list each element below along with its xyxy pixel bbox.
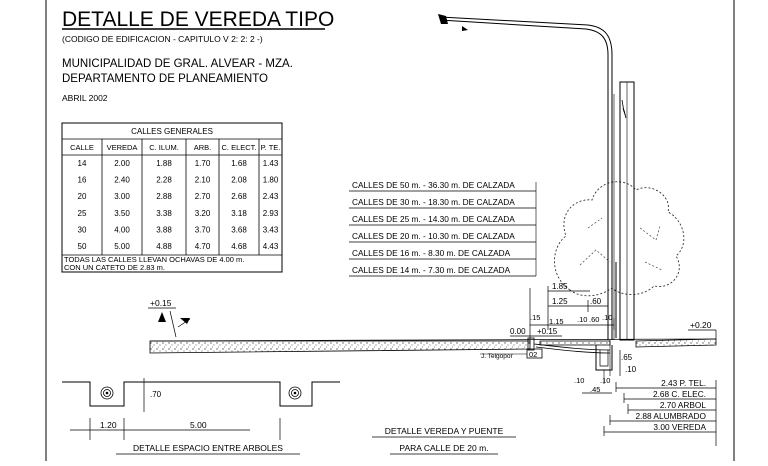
table-cell: 1.80	[262, 175, 279, 185]
offset-dimension-label: 2.70 ARBOL	[659, 400, 706, 410]
table-cell: 3.20	[194, 208, 211, 218]
dimension-10-b: .10	[602, 313, 613, 322]
telgopor-label: J. Telgopor	[481, 353, 513, 360]
caption-bridge-subtitle: PARA CALLE DE 20 m.	[399, 443, 489, 453]
elevation-right: +0.20	[690, 320, 712, 330]
table-header-cell: P. TE.	[260, 143, 281, 152]
table-title: CALLES GENERALES	[131, 127, 213, 136]
table-header-cell: ARB.	[193, 143, 212, 152]
table-cell: 3.68	[231, 225, 247, 235]
table-cell: 14	[77, 159, 87, 168]
lamp-bracket-icon	[462, 26, 468, 31]
table-cell: 16	[77, 175, 87, 185]
offset-dimensions	[604, 378, 716, 446]
dimension-1-15: 1.15	[549, 317, 564, 326]
elevation-arrow-right-icon	[180, 318, 190, 324]
elevation-0-00: 0.00	[510, 327, 526, 336]
table-note-line1: TODAS LAS CALLES LLEVAN OCHAVAS DE 4.00 m.	[64, 255, 245, 264]
table-cell: 3.88	[156, 225, 172, 235]
table-cell: 2.00	[114, 159, 130, 168]
dimension-10-e: .10	[600, 376, 611, 385]
street-width-list	[349, 180, 536, 276]
table-cell: 3.50	[114, 208, 130, 218]
dimension-45: .45	[590, 385, 601, 394]
dimension-65: .65	[621, 353, 633, 362]
table-cell: 2.10	[194, 175, 211, 185]
dimension-10-c: .10	[625, 365, 637, 374]
dimension-1-85: 1.85	[552, 282, 568, 291]
dimension-10-a: .10	[577, 315, 588, 324]
table-cell: 50	[77, 242, 87, 251]
table-cell: 1.43	[262, 159, 279, 168]
table-cell: 3.38	[156, 208, 172, 218]
dimension-1-25: 1.25	[552, 297, 568, 306]
street-pavement	[150, 341, 530, 353]
code-reference: (CODIGO DE EDIFICACION - CAPITULO V 2: 2: 2 -)	[62, 34, 263, 44]
tree-branches	[580, 218, 662, 270]
table-note-line2: CON UN CATETO DE 2.83 m.	[64, 263, 165, 272]
table-cell: 2.93	[262, 208, 279, 218]
dimension-1-20: 1.20	[100, 420, 117, 430]
dimension-60-b: .60	[589, 315, 600, 324]
tree-spacing-detail	[62, 378, 340, 454]
joint-label: 02	[529, 350, 538, 359]
street-lamp-icon	[438, 14, 448, 24]
streets-table	[62, 123, 282, 272]
table-cell: 25	[77, 208, 87, 218]
table-cell: 30	[77, 225, 87, 235]
table-cell: 3.00	[114, 192, 130, 202]
top-dimensions	[510, 282, 614, 344]
dimension-10-d: .10	[574, 376, 585, 385]
caption-tree-spacing: DETALLE ESPACIO ENTRE ARBOLES	[133, 443, 283, 453]
table-header-cell: C. ELECT.	[221, 143, 257, 152]
table-cell: 1.68	[231, 159, 247, 168]
table-cell: 2.43	[262, 192, 279, 202]
issue-date: ABRIL 2002	[62, 93, 108, 103]
caption-bridge-title: DETALLE VEREDA Y PUENTE	[384, 426, 504, 436]
table-cell: 3.18	[231, 208, 247, 218]
offset-dimension-label: 3.00 VEREDA	[653, 422, 706, 432]
table-cell: 1.88	[156, 159, 172, 168]
bridge-slab	[540, 341, 610, 345]
page-title: DETALLE DE VEREDA TIPO	[62, 8, 335, 31]
dimension-60-top: .60	[590, 297, 602, 306]
table-header-cell: CALLE	[70, 143, 94, 152]
municipality-name: MUNICIPALIDAD DE GRAL. ALVEAR - MZA.	[62, 58, 293, 70]
offset-dimension-label: 2.43 P. TEL.	[661, 378, 706, 388]
street-list-item: CALLES DE 14 m. - 7.30 m. DE CALZADA	[352, 265, 511, 275]
tree-canopy	[555, 182, 684, 296]
table-cell: 2.40	[114, 175, 130, 185]
dimension-5-00: 5.00	[190, 420, 207, 430]
department-name: DEPARTAMENTO DE PLANEAMIENTO	[62, 73, 268, 85]
table-cell: 3.70	[194, 225, 211, 235]
elevation-arrow-left-icon	[158, 312, 166, 322]
table-header-cell: C. ILUM.	[149, 143, 179, 152]
table-cell: 2.88	[156, 192, 172, 202]
street-list-item: CALLES DE 30 m. - 18.30 m. DE CALZADA	[352, 197, 515, 207]
street-light-pole	[438, 14, 634, 340]
street-list-item: CALLES DE 16 m. - 8.30 m. DE CALZADA	[352, 248, 511, 258]
offset-dimension-label: 2.68 C. ELEC.	[652, 389, 706, 399]
table-cell: 1.70	[194, 159, 211, 168]
elevation-left: +0.15	[150, 298, 172, 308]
sidewalk-slab	[636, 339, 716, 347]
street-list-item: CALLES DE 25 m. - 14.30 m. DE CALZADA	[352, 214, 515, 224]
table-header-cell: VEREDA	[106, 143, 138, 152]
street-list-item: CALLES DE 50 m. - 36.30 m. DE CALZADA	[352, 180, 515, 190]
table-cell: 4.70	[194, 242, 211, 251]
table-cell: 2.68	[231, 192, 247, 202]
elevation-0-15: +0.15	[537, 327, 558, 336]
street-list-item: CALLES DE 20 m. - 10.30 m. DE CALZADA	[352, 231, 515, 241]
offset-dimension-label: 2.88 ALUMBRADO	[635, 411, 706, 421]
table-cell: 5.00	[114, 242, 130, 251]
table-cell: 4.88	[156, 242, 172, 251]
table-cell: 3.43	[262, 225, 279, 235]
table-cell: 4.43	[262, 242, 279, 251]
table-cell: 2.70	[194, 192, 211, 202]
table-cell: 20	[77, 192, 87, 202]
table-cell: 4.68	[231, 242, 247, 251]
table-cell: 4.00	[114, 225, 130, 235]
table-cell: 2.28	[156, 175, 172, 185]
table-cell: 2.08	[231, 175, 247, 185]
dimension-15: .15	[530, 313, 541, 322]
dimension-70: .70	[150, 390, 162, 399]
